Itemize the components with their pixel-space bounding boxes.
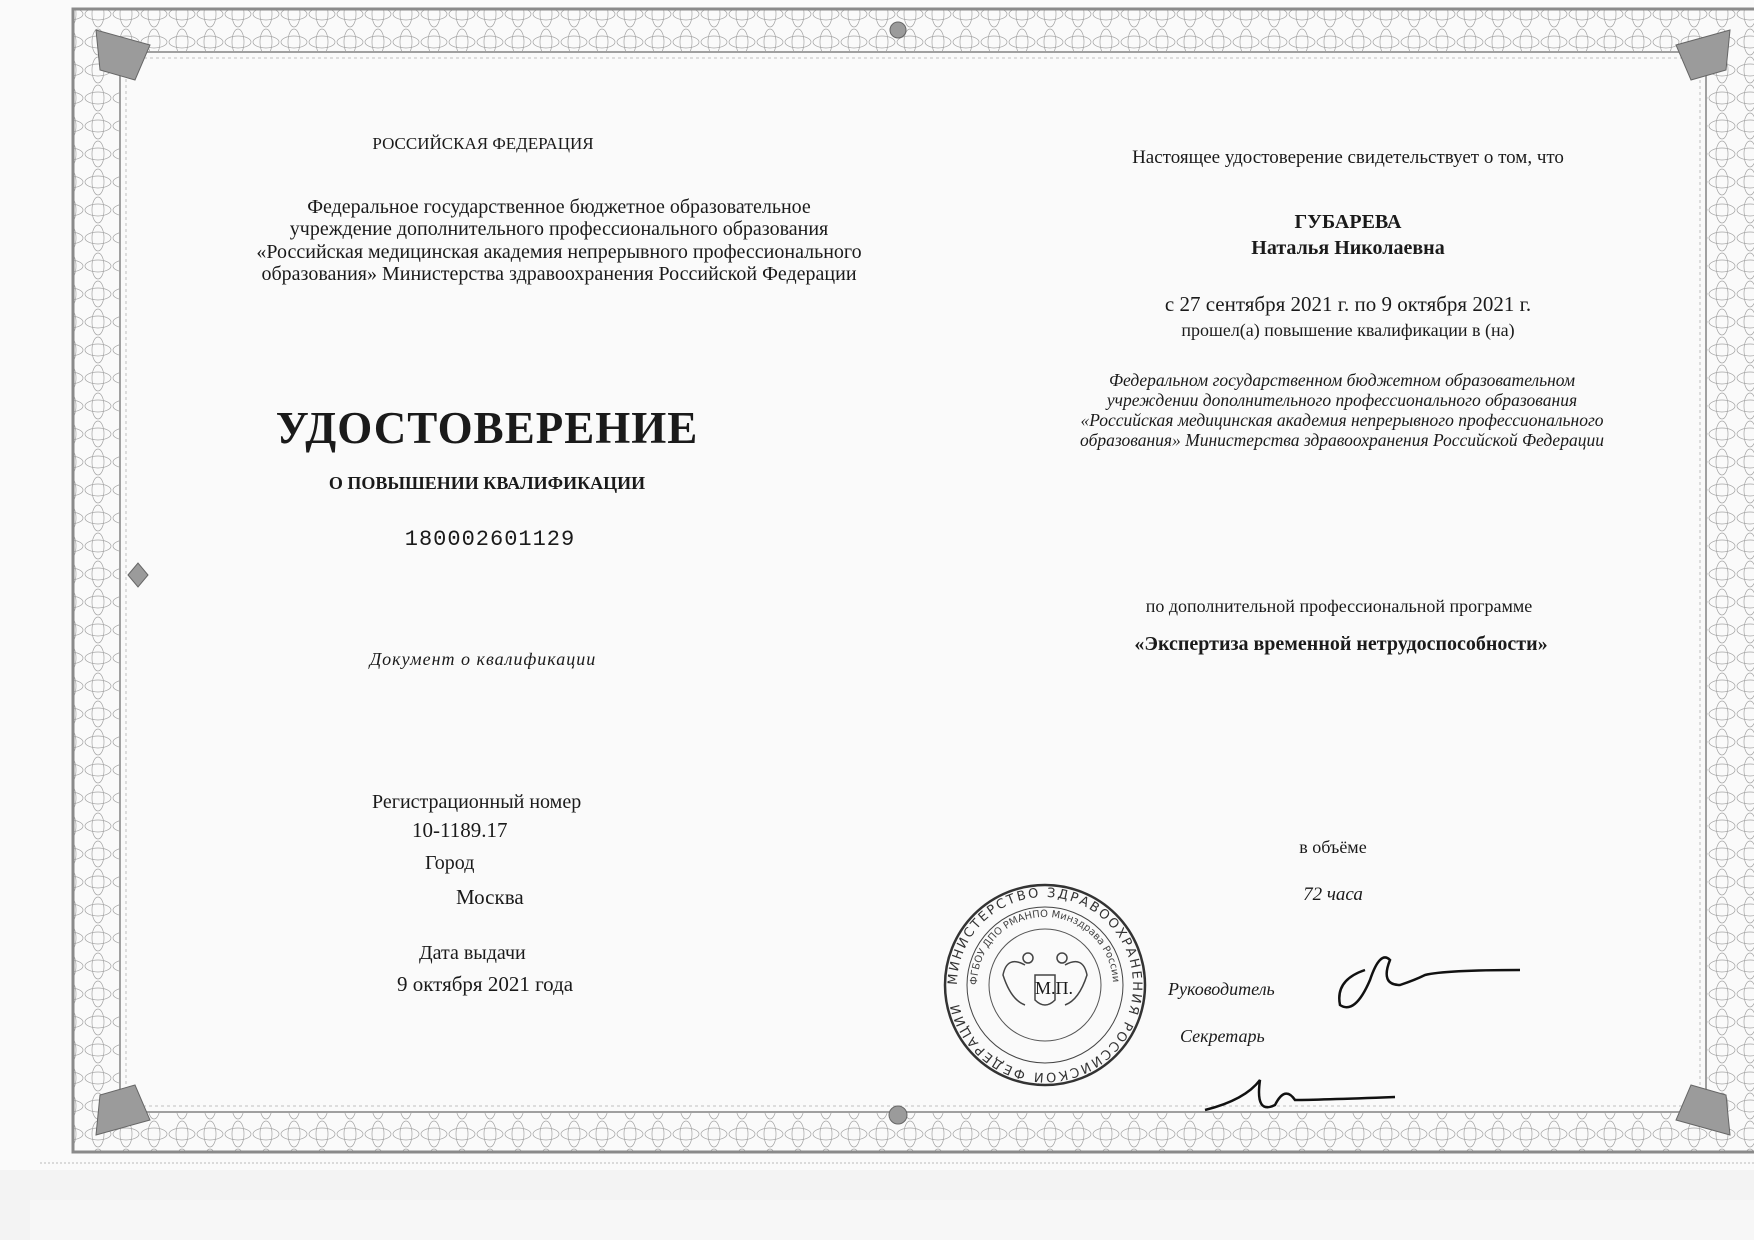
issuer-organization — [256, 196, 861, 286]
organization-line: «Российская медицинская академия непрерывного профессионального — [1080, 410, 1604, 431]
volume-label: в объёме — [1299, 837, 1367, 857]
seal-outer-text: МИНИСТЕРСТВО ЗДРАВООХРАНЕНИЯ РОССИЙСКОЙ ФЕДЕРАЦИИ — [945, 885, 1145, 1085]
organization-line: Федеральном государственном бюджетном образовательном — [1108, 370, 1576, 390]
serial-number: 180002601129 — [404, 527, 576, 552]
issuer-line: учреждение дополнительного профессионального образования — [289, 218, 829, 241]
country-name: РОССИЙСКАЯ ФЕДЕРАЦИЯ — [372, 134, 594, 153]
head-signature-label: Руководитель — [1168, 979, 1275, 999]
document-title: УДОСТОВЕРЕНИЕ — [275, 403, 699, 453]
volume-hours: 72 часа — [1303, 884, 1363, 905]
city: Москва — [456, 885, 524, 909]
seal-inner-text: ФГБОУ ДПО РМАНПО Минздрава России — [968, 908, 1121, 986]
organization-line: образования» Министерства здравоохранения Российской Федерации — [1080, 430, 1604, 451]
issuer-line: Федеральное государственное бюджетное образовательное — [307, 196, 811, 218]
organization-line: учреждении дополнительного профессионального образования — [1106, 390, 1578, 411]
secretary-signature — [1200, 1050, 1400, 1130]
issuer-line: «Российская медицинская академия непрерывного профессионального — [256, 240, 862, 263]
intro-text: Настоящее удостоверение свидетельствует о том, что — [1132, 147, 1564, 168]
training-organization — [1080, 370, 1604, 451]
city-label: Город — [425, 852, 475, 874]
training-period: с 27 сентября 2021 г. по 9 октября 2021 г. — [1164, 292, 1532, 316]
program-label: по дополнительной профессиональной программе — [1145, 596, 1533, 616]
training-passed-text: прошел(а) повышение квалификации в (на) — [1181, 320, 1515, 340]
head-signature — [1325, 930, 1525, 1020]
seal-place-label: М.П. — [1035, 978, 1074, 998]
holder-surname: ГУБАРЕВА — [1294, 211, 1402, 233]
svg-text:ФГБОУ ДПО РМАНПО Минздрава Рос — [969, 909, 1121, 985]
holder-given-names: Наталья Николаевна — [1251, 237, 1445, 259]
issuer-line: образования» Министерства здравоохранения Российской Федерации — [261, 263, 857, 286]
issue-date: 9 октября 2021 года — [397, 972, 574, 996]
document-type: Документ о квалификации — [369, 649, 597, 669]
program-name: «Экспертиза временной нетрудоспособности» — [1134, 633, 1548, 655]
registration-number: 10-1189.17 — [412, 818, 508, 842]
issue-date-label: Дата выдачи — [419, 942, 526, 964]
registration-label: Регистрационный номер — [372, 791, 582, 813]
secretary-signature-label: Секретарь — [1180, 1026, 1265, 1046]
document-subtitle: О ПОВЫШЕНИИ КВАЛИФИКАЦИИ — [328, 473, 646, 493]
